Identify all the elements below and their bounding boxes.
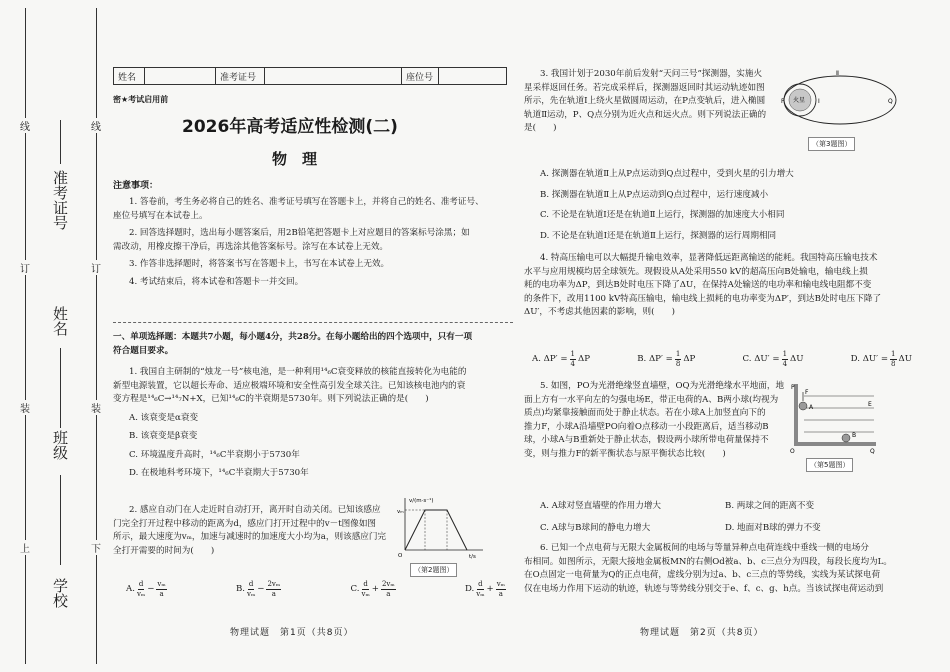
q2-frac-1 <box>137 580 145 599</box>
section1-line: 符合题目要求。 <box>113 345 174 356</box>
q2-frac-num: vₘ <box>157 580 166 588</box>
q2-op: + <box>486 583 494 594</box>
q2-stem-line: 所示，最大速度为vₘ，加速与减速时的加速度大小均为a，则该感应门完 <box>113 532 387 542</box>
info-seat-label: 座位号 <box>402 68 439 84</box>
q5-stem-line: 5. 如图，PO为光滑绝缘竖直墙壁，OQ为光滑绝缘水平地面，地 <box>540 381 785 391</box>
q4-option-tail: ΔP <box>578 353 591 364</box>
q2-option-label: C. <box>350 583 360 594</box>
q6-stem-line: 6. 已知一个点电荷与无限大金属板间的电场与等量异种点电荷连线中垂线一侧的电场分 <box>540 543 869 553</box>
q4-option-d <box>851 350 912 369</box>
q3-orbit2-label: Ⅱ <box>836 70 839 77</box>
notice-title: 注意事项： <box>113 181 159 191</box>
q2-frac-1 <box>247 580 255 599</box>
question-6 <box>524 542 924 596</box>
exam-title: 2026年高考适应性检测(二) <box>182 117 398 137</box>
cut-mark-zhuang-2: 装 <box>91 400 101 415</box>
info-seat-box[interactable] <box>439 68 506 84</box>
q4-frac <box>782 350 788 369</box>
q5-floor <box>794 442 876 446</box>
q2-vt-graph <box>395 494 487 560</box>
q2-frac-num: d <box>363 580 368 588</box>
cut-mark-ding: 订 <box>20 260 30 275</box>
cut-mark-xian-2: 线 <box>91 118 101 133</box>
info-name-box[interactable] <box>145 68 216 84</box>
cut-mark-shang: 上 <box>20 540 30 555</box>
q2-frac-num: vₘ <box>496 580 505 588</box>
q2-frac-2 <box>381 580 396 599</box>
q3-q-label: Q <box>888 98 893 105</box>
line-kaohao <box>60 120 62 164</box>
secret-mark: 密★考试启用前 <box>113 95 169 104</box>
info-examno-box[interactable] <box>265 68 402 84</box>
label-banji: 班级 <box>51 430 69 460</box>
q6-stem-line: 仅在电场力作用下运动的轨迹，轨迹与等势线分别交于e、f、c、g、h点。当该试探电荷运动到 <box>524 583 884 594</box>
question-3 <box>524 68 784 136</box>
q4-frac-den: 4 <box>570 360 576 368</box>
q2-option-label: B. <box>235 583 246 594</box>
q2-op: − <box>147 583 155 594</box>
info-name-label: 姓名 <box>114 68 145 84</box>
info-examno-label: 准考证号 <box>216 68 265 84</box>
q3-orbit-figure <box>778 66 898 134</box>
q3-orbit1-label: Ⅰ <box>818 98 820 105</box>
q2-frac-den: vₘ <box>361 590 370 598</box>
q4-stem-line: 4. 特高压输电可以大幅提升输电效率，显著降低远距离输送的能耗。我国特高压输电技术 <box>540 253 878 263</box>
q4-frac-den: 4 <box>782 360 788 368</box>
cut-mark-ding-2: 订 <box>91 260 101 275</box>
q5-wall <box>794 384 798 446</box>
q1-option-c: C. 环境温度升高时，¹⁴₆C半衰期小于5730年 <box>129 449 300 460</box>
q4-option-tail: ΔU <box>790 353 804 364</box>
q4-frac-num: 1 <box>675 350 681 358</box>
q4-option-a <box>532 350 590 369</box>
q2-option-c <box>350 580 395 599</box>
q4-stem-line: 耗的电功率为ΔP，到达B处时电压下降了ΔU，在保持A处输送的电功率和输电线电阻都不变 <box>524 280 872 290</box>
q1-stem-line: 1. 我国自主研制的“烛龙一号”核电池，是一种利用¹⁴₆C衰变释放的核能直接转化为电能的 <box>129 367 467 377</box>
q3-option-b: B. 探测器在轨道Ⅱ上从P点运动到Q点过程中，运行速度减小 <box>540 189 769 200</box>
q5-q-label: Q <box>870 448 875 454</box>
q4-option-tail: ΔU <box>898 353 912 364</box>
q3-mars-label: 火星 <box>793 97 806 104</box>
q5-stem-line: 变，则与推力F的新平衡状态与原平衡状态比较( ) <box>524 448 726 459</box>
q1-stem-line: 变方程是¹⁴₆C→¹⁴₇N+X，已知¹⁴₆C的半衰期是5730年。则下列说法正确的是( ) <box>113 394 429 404</box>
candidate-info-table <box>113 67 507 85</box>
q2-frac-den: vₘ <box>476 590 485 598</box>
q2-frac-den: vₘ <box>136 590 146 598</box>
q3-stem-line: 所示，先在轨道Ⅰ上绕火星做圆周运动，在P点变轨后，进入椭圆 <box>524 96 766 106</box>
q3-option-d: D. 不论是在轨道Ⅰ还是在轨道Ⅱ上运行，探测器的运行周期相同 <box>540 230 777 241</box>
q2-option-d <box>465 580 506 599</box>
q5-option-a: A. A球对竖直墙壁的作用力增大 <box>540 501 662 511</box>
q3-caption: （第3题图） <box>808 137 855 151</box>
q3-option-a: A. 探测器在轨道Ⅱ上从P点运动到Q点过程中，受到火星的引力增大 <box>540 169 794 179</box>
q5-caption: （第5题图） <box>806 458 853 472</box>
q5-stem-line: 面上方有一水平向左的匀强电场E，带正电荷的A、B两小球(均视为 <box>524 394 779 405</box>
q5-stem-line: 质点)均紧靠接触面而处于静止状态。若在小球A上加竖直向下的 <box>524 408 766 418</box>
q4-frac-den: 8 <box>891 360 896 368</box>
q5-a-label: A <box>809 404 814 411</box>
notice-line: 3. 作答非选择题时，将答案书写在答题卡上，书写在本试卷上无效。 <box>129 259 390 269</box>
q4-frac <box>890 350 896 369</box>
q5-option-c: C. A球与B球间的静电力增大 <box>540 522 651 533</box>
notices <box>113 196 513 289</box>
q4-frac-num: 1 <box>782 350 788 358</box>
q2-frac-2 <box>156 580 166 599</box>
binding-margin <box>0 0 100 672</box>
q2-frac-num: d <box>478 580 483 588</box>
q1-option-b: B. 该衰变是β衰变 <box>129 431 198 441</box>
q3-stem-line: 是( ) <box>524 123 557 133</box>
cut-mark-xia: 下 <box>91 540 101 555</box>
q5-p-label: P <box>791 384 795 391</box>
line-banji <box>60 475 62 565</box>
q2-frac-num: d <box>138 580 144 588</box>
q4-option-label: B. ΔP′ = <box>637 353 673 364</box>
q2-frac-den: a <box>498 590 503 598</box>
section1-line: 一、单项选择题：本题共7小题，每小题4分，共28分。在每小题给出的四个选项中，只有一项 <box>113 332 473 342</box>
cut-mark-xian: 线 <box>20 118 30 133</box>
label-xingming: 姓名 <box>51 306 69 336</box>
q1-stem-line: 新型电源装置，它以超长寿命、适应极端环境和安全性高引发全球关注。已知该核电池内的衰 <box>113 380 466 391</box>
q5-b-label: B <box>852 432 857 439</box>
q5-o-label: O <box>790 448 795 454</box>
question-1 <box>113 366 513 481</box>
q5-f-label: F <box>805 389 809 396</box>
q2-stem-line: 门完全打开过程中移动的距离为d，感应门打开过程中的v－t图像如图 <box>113 518 377 529</box>
q5-option-d: D. 地面对B球的弹力不变 <box>725 522 821 533</box>
question-5 <box>524 380 794 461</box>
q2-frac-2 <box>266 580 281 599</box>
q4-stem-line: 水平与应用规模均居全球领先。现假设从A处采用550 kV的超高压向B处输电，输电线上损 <box>524 266 868 277</box>
q3-option-c: C. 不论是在轨道Ⅰ还是在轨道Ⅱ上运行，探测器的加速度大小相同 <box>540 210 785 220</box>
q4-option-tail: ΔP <box>683 353 696 364</box>
q4-frac <box>570 350 576 369</box>
q4-option-label: D. ΔU′ = <box>850 353 889 364</box>
q4-stem-line: 的条件下，改用1100 kV特高压输电，输电线上损耗的电功率变为ΔP′，到达B处时电压下降了 <box>524 293 882 304</box>
q2-frac-2 <box>496 580 506 599</box>
q2-ylabel: v/(m·s⁻¹) <box>409 498 434 504</box>
q2-frac-num: 2vₘ <box>381 580 395 588</box>
q5-field-figure <box>790 380 880 454</box>
notice-line: 1. 答卷前，考生务必将自己的姓名、准考证号填写在答题卡上，并将自己的姓名、准考证号、 <box>129 197 484 207</box>
q2-option-b <box>236 580 281 599</box>
q5-e-label: E <box>868 401 872 408</box>
q3-stem-line: 星采样返回任务。若完成采样后，探测器返回时其运动轨迹如图 <box>524 82 765 93</box>
q4-stem-line: ΔU′，不考虑其他因素的影响，则( ) <box>524 307 676 317</box>
q2-stem-line: 全打开需要的时间为( ) <box>113 545 215 556</box>
q2-frac-den: vₘ <box>247 590 256 598</box>
cut-mark-zhuang: 装 <box>20 400 30 415</box>
q2-frac-1 <box>361 580 369 599</box>
notice-line: 需改动，用橡皮擦干净后，再选涂其他答案标号。涂写在本试卷上无效。 <box>113 241 389 252</box>
q2-option-a <box>126 580 167 599</box>
binding-line-outer <box>25 8 26 664</box>
q3-stem-line: 3. 我国计划于2030年前后发射“天问三号”探测器，实施火 <box>540 69 763 79</box>
q2-frac-den: a <box>159 590 164 598</box>
q4-option-label: C. ΔU′ = <box>742 353 780 364</box>
q4-option-b <box>637 350 695 369</box>
q2-vt-curve <box>405 510 467 550</box>
q2-op: − <box>257 583 265 594</box>
q2-origin: O <box>398 553 403 559</box>
section1-heading <box>113 322 513 358</box>
q4-option-label: A. ΔP′ = <box>532 353 568 364</box>
q4-frac <box>675 350 681 369</box>
q2-vm-label: vₘ <box>397 509 404 515</box>
notice-line: 2. 回答选择题时，选出每小题答案后，用2B铅笔把答题卡上对应题目的答案标号涂黑；如 <box>129 228 470 238</box>
q2-xlabel: t/s <box>469 554 476 560</box>
q2-option-label: D. <box>464 583 475 594</box>
subject-title: 物 理 <box>272 150 318 168</box>
q2-option-label: A. <box>126 583 135 594</box>
q2-op: + <box>371 583 379 594</box>
notice-line: 4. 考试结束后，将本试卷和答题卡一并交回。 <box>129 276 304 287</box>
q2-frac-den: a <box>386 590 391 598</box>
label-xuexiao: 学校 <box>51 578 69 608</box>
q2-frac-num: 2vₘ <box>267 580 281 588</box>
q2-frac-1 <box>476 580 484 599</box>
question-4 <box>524 252 924 320</box>
q3-p-label: P <box>781 98 785 105</box>
q2-stem-line: 2. 感应自动门在人走近时自动打开，离开时自动关闭。已知该感应 <box>129 505 381 515</box>
q5-stem-line: 推力F，小球A沿墙壁PO向着O点移动一小段距离后，适当移动B <box>524 421 769 432</box>
q1-option-d: D. 在极地科考环境下，¹⁴₆C半衰期大于5730年 <box>129 468 309 478</box>
q4-frac-den: 8 <box>675 360 681 368</box>
q4-option-c <box>742 350 803 369</box>
q5-stem-line: 球，小球A与B重新处于静止状态，假设两小球所带电荷量保持不 <box>524 435 769 445</box>
q2-caption: （第2题图） <box>410 563 457 577</box>
q5-options <box>540 500 910 535</box>
q5-ball-b <box>842 434 850 442</box>
binding-line-inner <box>96 8 97 664</box>
q5-ball-a <box>799 402 807 410</box>
q4-options <box>532 350 912 369</box>
q1-option-a: A. 该衰变是α衰变 <box>129 412 199 423</box>
q3-options <box>524 168 904 243</box>
q2-frac-den: a <box>271 590 276 598</box>
page-footer-1: 物理试题 第1页（共8页） <box>230 628 354 638</box>
q6-stem-line: 布相同。如图所示，无限大接地金属板MN的右侧Od被a、b、c三点分为四段，每段长度均为L。 <box>524 556 892 567</box>
line-xingming <box>60 348 62 428</box>
q6-stem-line: 在O点固定一电荷量为Q的正点电荷，虚线分别为过a、b、c三点的等势线，实线为某试探电荷 <box>524 570 881 580</box>
notice-line: 座位号填写在本试卷上。 <box>113 210 208 221</box>
page-footer-2: 物理试题 第2页（共8页） <box>640 628 764 638</box>
q5-option-b: B. 两球之间的距离不变 <box>725 501 815 511</box>
q2-frac-num: d <box>248 580 254 588</box>
q4-frac-num: 1 <box>570 350 576 358</box>
q2-options <box>126 580 506 599</box>
q4-frac-num: 1 <box>891 350 896 358</box>
q3-stem-line: 轨道Ⅱ运动，P、Q点分别为近火点和远火点。则下列说法正确的 <box>524 109 767 120</box>
label-kaohao: 准考证号 <box>51 170 69 230</box>
